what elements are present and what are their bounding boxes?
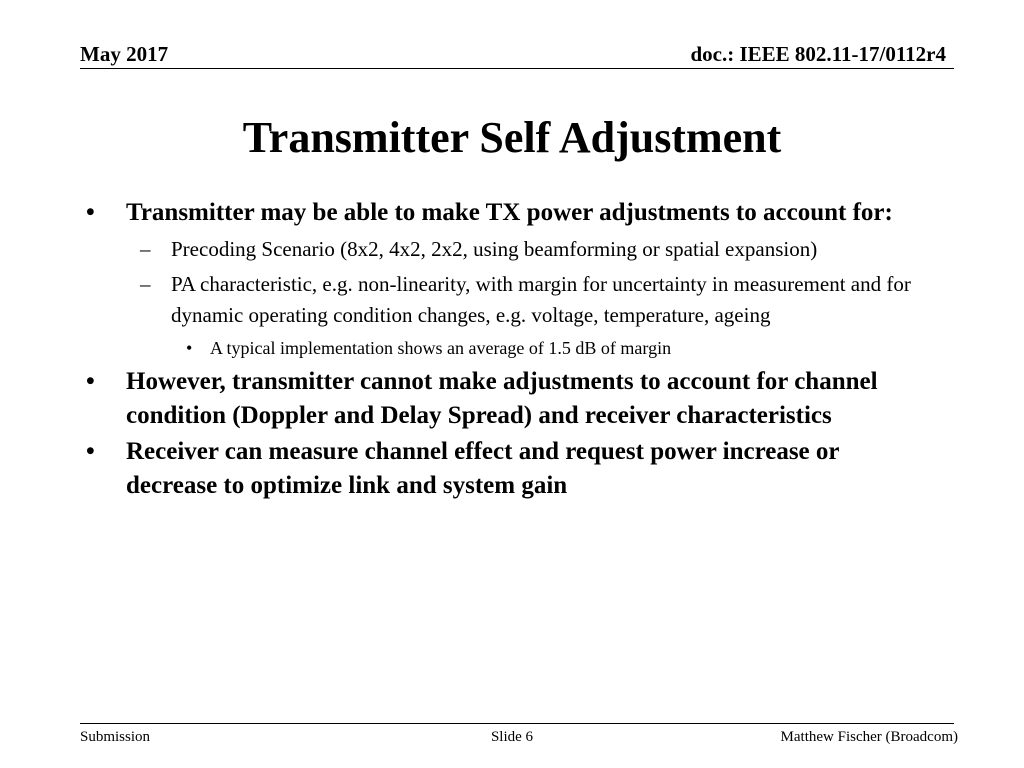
header-doc-id: doc.: IEEE 802.11-17/0112r4 — [690, 42, 946, 66]
header-date: May 2017 — [80, 42, 169, 66]
slide-title: Transmitter Self Adjustment — [242, 113, 782, 162]
bullet-marker: • — [86, 199, 95, 226]
footer-slide-number: Slide 6 — [490, 729, 534, 745]
bullet-channel-condition — [0, 365, 1024, 433]
bullet-marker: • — [86, 368, 95, 395]
bullet-list — [0, 196, 1024, 505]
bullet-text: Receiver can measure channel effect and request power increase or decrease to optimize link and system gain — [126, 438, 840, 499]
footer-submission: Submission — [80, 729, 151, 745]
dash-marker: – — [140, 237, 151, 261]
bullet-receiver-measure — [0, 435, 1024, 503]
sub-sub-bullet-text: A typical implementation shows an average of 1.5 dB of margin — [210, 338, 672, 358]
sub-bullet-pa-characteristic — [0, 269, 1024, 331]
header-rule — [80, 68, 954, 69]
sub-sub-bullet-margin — [0, 335, 1024, 361]
dash-marker: – — [140, 272, 151, 296]
bullet-marker: • — [186, 338, 193, 358]
bullet-marker: • — [86, 438, 95, 465]
sub-bullet-precoding — [0, 234, 1024, 265]
bullet-tx-adjustments — [0, 196, 1024, 230]
bullet-text: Transmitter may be able to make TX power adjustments to account for: — [126, 199, 893, 226]
footer-rule — [80, 723, 954, 724]
sub-bullet-text: Precoding Scenario (8x2, 4x2, 2x2, using beamforming or spatial expansion) — [171, 237, 818, 261]
bullet-text: However, transmitter cannot make adjustments to account for channel condition (Doppler and Delay Spread) and receiver characteristics — [126, 368, 878, 429]
sub-bullet-text: PA characteristic, e.g. non-linearity, with margin for uncertainty in measurement and for dynamic operating condition changes, e.g. voltage, temperature, ageing — [171, 272, 911, 327]
footer-author: Matthew Fischer (Broadcom) — [780, 729, 958, 745]
